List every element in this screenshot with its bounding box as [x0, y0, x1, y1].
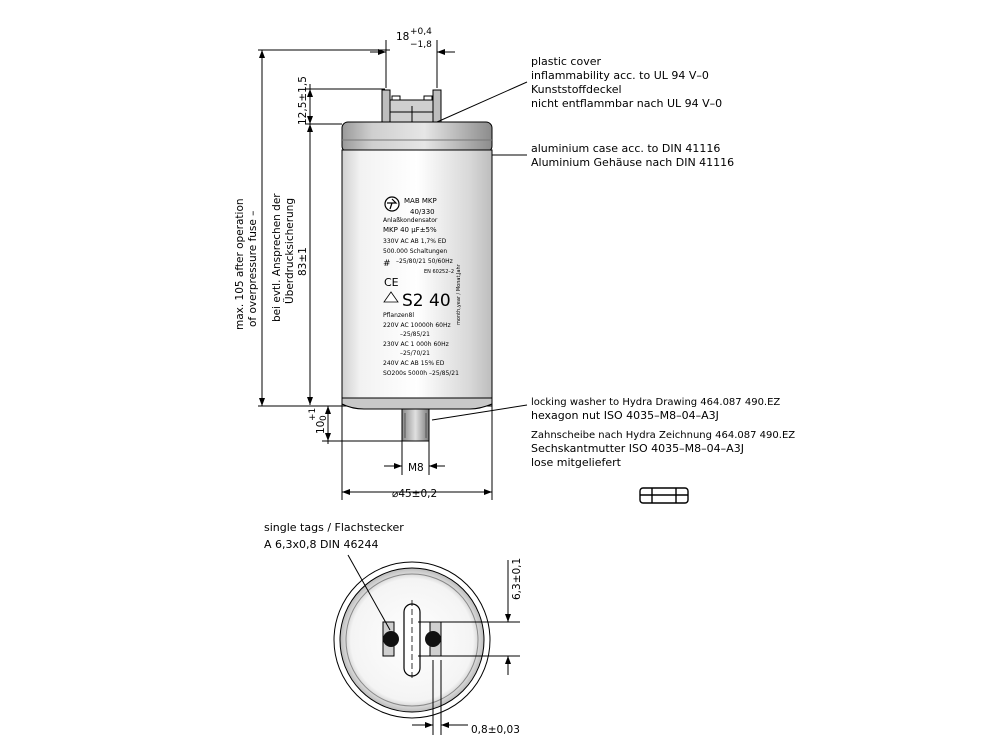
label-line10: 240V AC AB 15% ED	[383, 360, 445, 367]
side-note-line2: of overpressure fuse –	[247, 210, 259, 327]
tags-callout	[264, 521, 404, 551]
label-line7: –25/85/21	[400, 331, 430, 338]
plastic-cover	[342, 122, 492, 152]
mounting-bolt	[402, 409, 429, 441]
case-callout	[531, 142, 734, 169]
washer-note-de-2: Sechskantmutter ISO 4035–M8–04–A3J	[531, 442, 744, 455]
case-bottom	[342, 398, 492, 409]
cover-note-3: Kunststoffdeckel	[531, 83, 622, 96]
label-line8: 230V AC 1 000h 60Hz	[383, 341, 449, 348]
dim-diameter: ⌀45±0,2	[392, 488, 438, 500]
label-line4: 500.000 Schaltungen	[383, 248, 448, 255]
side-note-line1: max. 105 after operation	[234, 198, 246, 330]
overpressure-note	[234, 193, 296, 330]
tags-note-1: single tags / Flachstecker	[264, 521, 404, 534]
washer-note-en-2: hexagon nut ISO 4035–M8–04–A3J	[531, 409, 719, 422]
dim-bolt-length: 10	[315, 420, 327, 434]
label-month-year: month,year / Monat,Jahr	[456, 264, 462, 325]
side-note-line3: bei evtl. Ansprechen der	[271, 193, 283, 322]
label-line3: 330V AC AB 1,7% ED	[383, 238, 447, 245]
dim-tag-pitch: 6,3±0,1	[511, 557, 523, 600]
label-line6: 220V AC 10000h 60Hz	[383, 322, 451, 329]
label-code-big: S2 40	[402, 291, 451, 311]
case-note-1: aluminium case acc. to DIN 41116	[531, 142, 721, 155]
aluminium-case	[342, 150, 492, 406]
dim-tag-width: 18	[396, 31, 410, 43]
label-line2: MKP 40 µF±5%	[383, 226, 437, 234]
dim-tag-height: 12,5±1,5	[297, 76, 309, 125]
dim-tag-thickness: 0,8±0,03	[471, 724, 520, 736]
dim-bolt-tol-lower: 0	[319, 415, 329, 421]
dim-tag-width-tol-upper: +0,4	[410, 27, 432, 37]
dim-thread: M8	[408, 462, 424, 474]
cover-note-1: plastic cover	[531, 55, 602, 68]
label-en: EN 60252–2	[424, 269, 455, 275]
capacitor-top-view	[334, 562, 490, 718]
terminal-tags	[382, 90, 441, 124]
washer-note-de-3: lose mitgeliefert	[531, 456, 621, 469]
cover-callout	[531, 55, 722, 110]
cover-note-4: nicht entflammbar nach UL 94 V–0	[531, 97, 723, 110]
dim-tag-width-tol-lower: −1,8	[410, 40, 432, 50]
label-line9: –25/70/21	[400, 350, 430, 357]
label-line1: Anlaßkondensator	[383, 217, 438, 224]
side-note-line4: Überdrucksicherung	[284, 198, 296, 304]
tags-note-2: A 6,3x0,8 DIN 46244	[264, 538, 379, 551]
dim-body-height: 83±1	[297, 247, 309, 276]
cover-note-2: inflammability acc. to UL 94 V–0	[531, 69, 709, 82]
capacitor-side-view	[342, 90, 492, 441]
hex-nut-icon	[640, 488, 688, 503]
washer-callout	[531, 397, 795, 469]
ce-mark: CE	[384, 276, 399, 289]
washer-note-de-1: Zahnscheibe nach Hydra Zeichnung 464.087 490.EZ	[531, 430, 796, 441]
dim-bolt-tol-upper: +1	[308, 407, 318, 421]
hash-mark-icon: #	[383, 259, 391, 269]
label-plant: Pflanzen8l	[383, 312, 415, 319]
label-line5: –25/80/21 50/60Hz	[396, 258, 453, 265]
label-code: 40/330	[410, 208, 435, 216]
case-note-2: Aluminium Gehäuse nach DIN 41116	[531, 156, 735, 169]
washer-note-en-1: locking washer to Hydra Drawing 464.087 490.EZ	[531, 397, 781, 408]
label-line11: SO200s 5000h –25/85/21	[383, 370, 459, 377]
label-brand: MAB MKP	[404, 197, 437, 205]
